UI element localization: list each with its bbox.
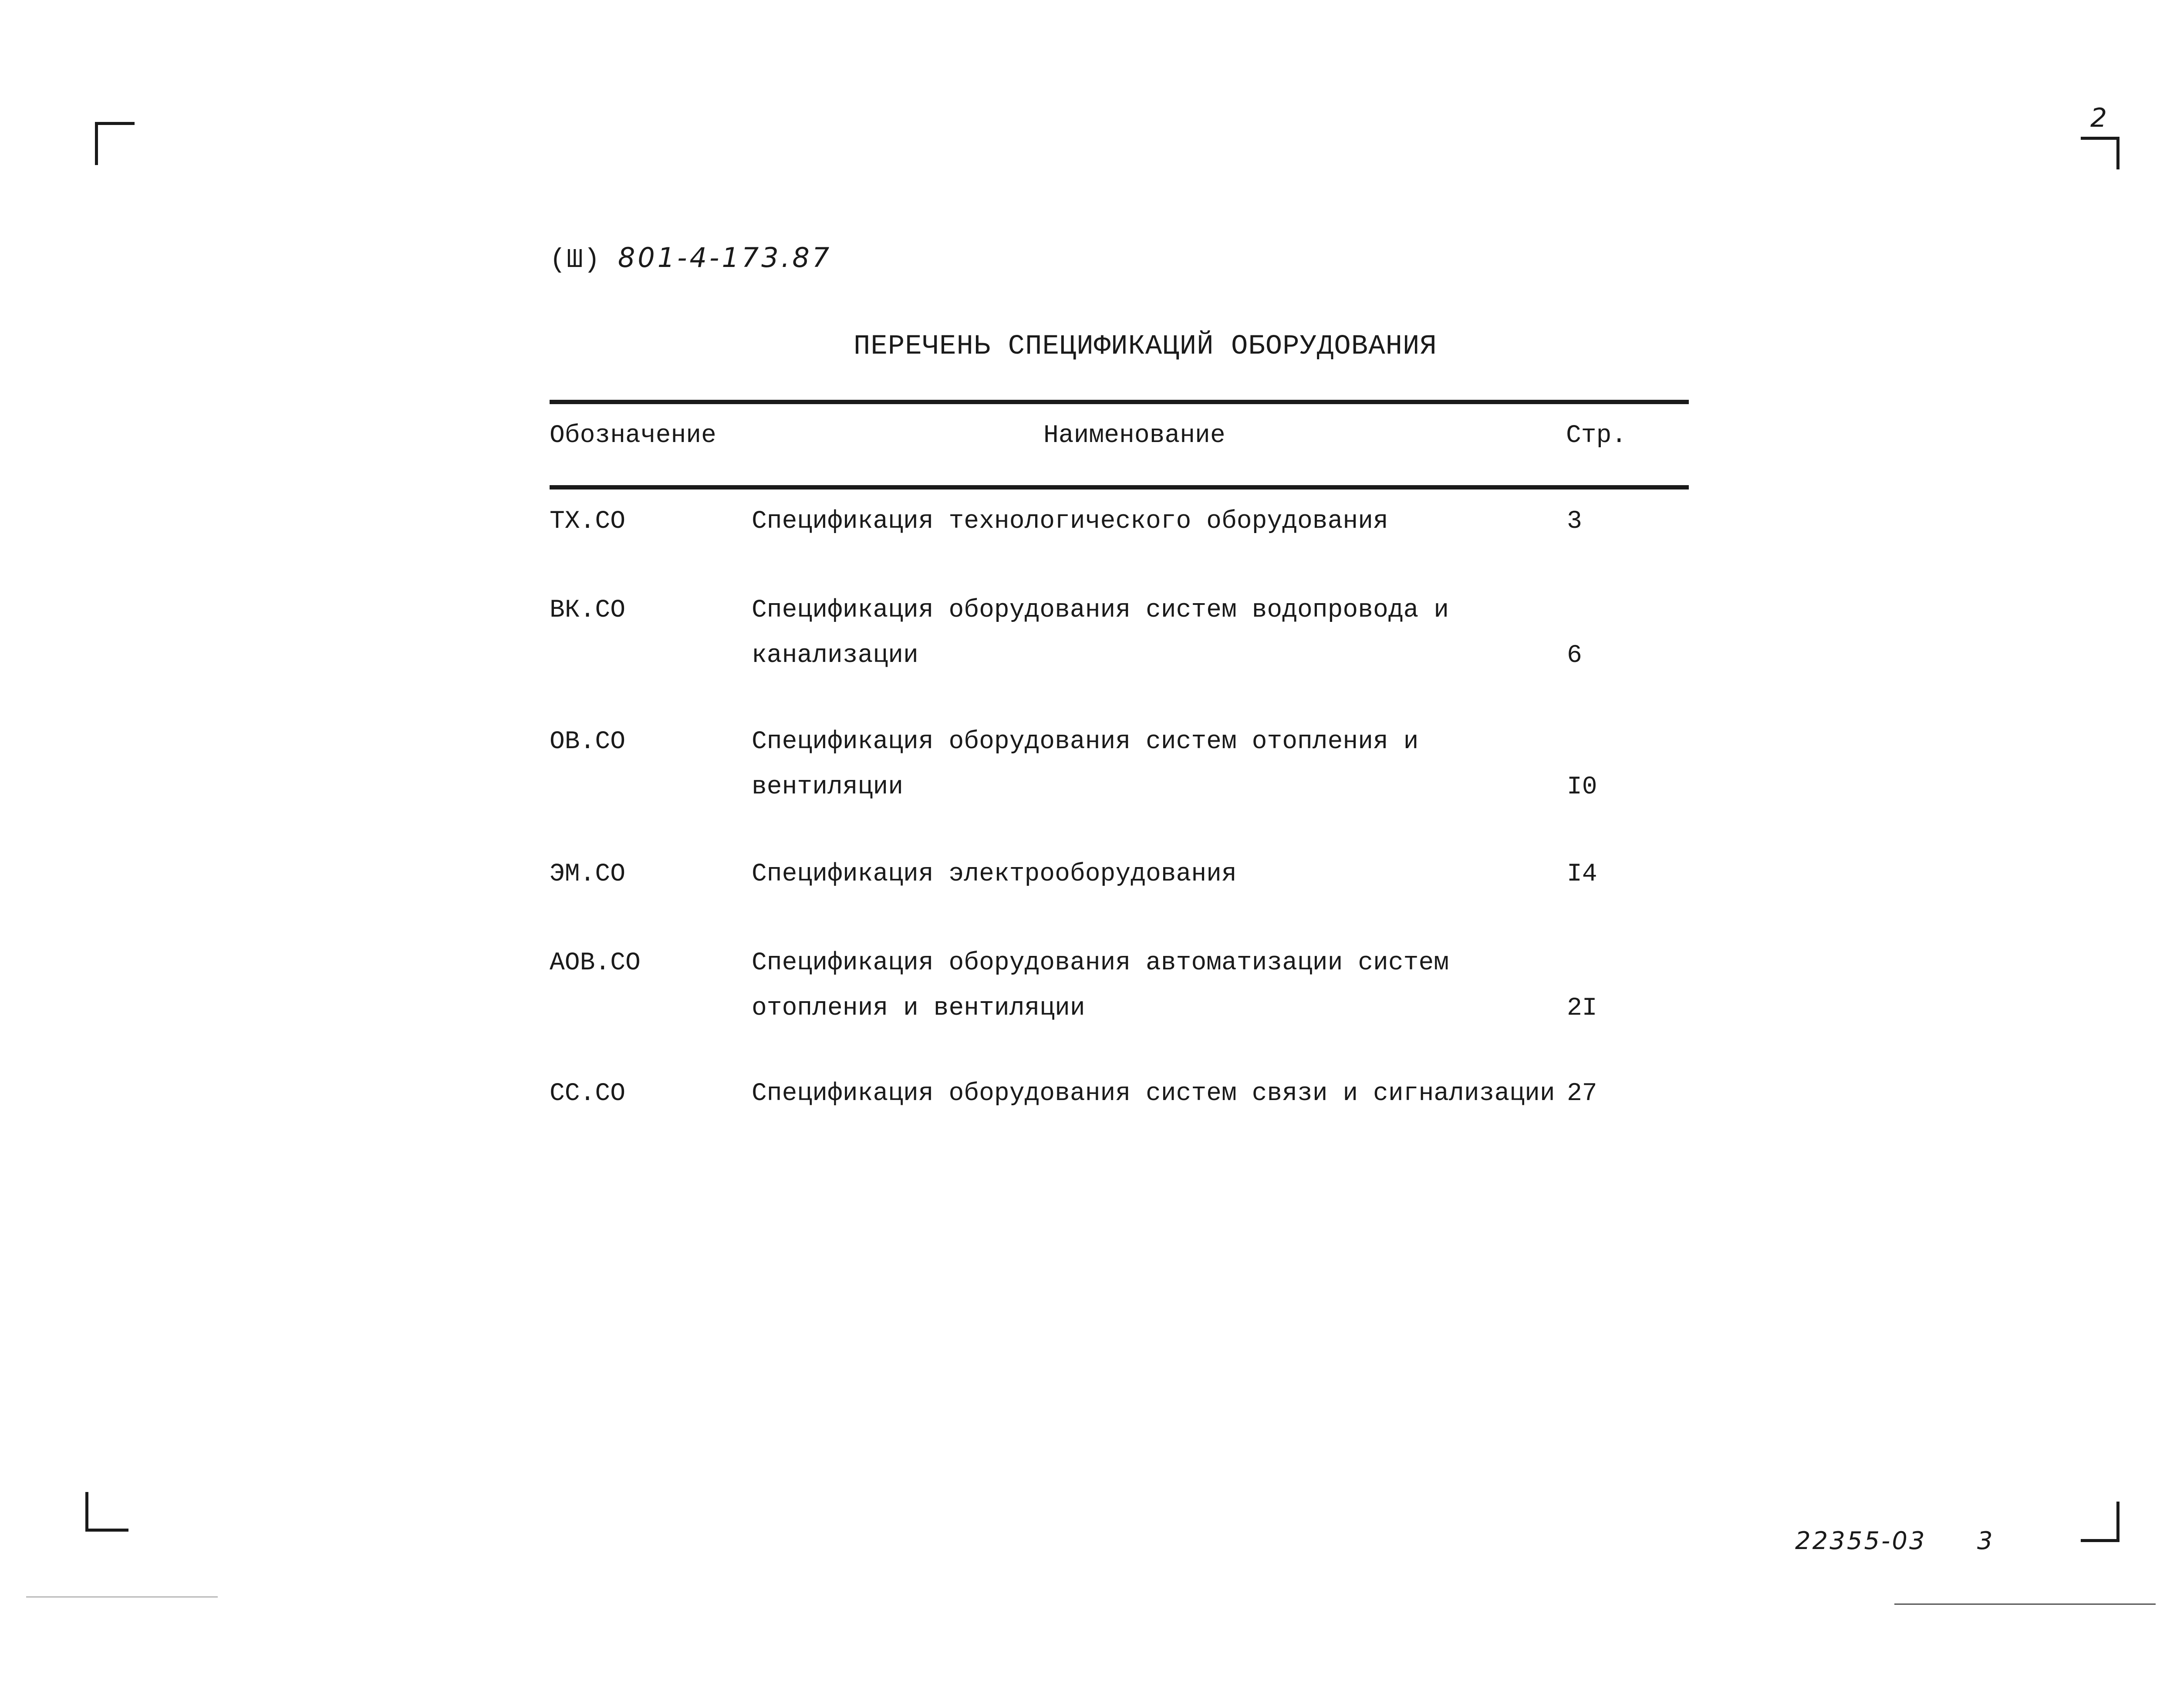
row-name-line: Спецификация оборудования автоматизации систем	[752, 949, 1449, 977]
row-page: 6	[1567, 641, 1582, 670]
frame-corner-top-left	[95, 122, 135, 165]
row-name	[752, 1071, 1605, 1117]
row-name-line: Спецификация электрооборудования	[752, 860, 1237, 888]
frame-corner-top-right	[2081, 137, 2120, 169]
row-code: ОВ.СО	[550, 728, 626, 756]
sheet-number: 2	[2090, 103, 2107, 133]
row-name	[752, 852, 1605, 897]
scan-artifact-line	[1894, 1603, 2156, 1605]
document-code-number: 801-4-173.87	[618, 242, 832, 273]
column-header-code: Обозначение	[550, 422, 716, 450]
row-page: 2I	[1567, 994, 1597, 1023]
row-name-line: Спецификация оборудования систем отопления и	[752, 728, 1419, 756]
footer-page-number: 3	[1977, 1527, 1993, 1555]
row-name	[752, 719, 1605, 810]
row-code: СС.СО	[550, 1080, 626, 1108]
row-name-line: отопления и вентиляции	[752, 994, 1085, 1023]
row-name-line: Спецификация технологического оборудования	[752, 507, 1388, 536]
row-name	[752, 499, 1605, 544]
row-name-line: вентиляции	[752, 773, 904, 801]
frame-corner-bottom-right	[2081, 1502, 2120, 1542]
row-name	[752, 941, 1605, 1031]
row-page: I4	[1567, 860, 1597, 888]
archive-stamp: 22355-03	[1795, 1527, 1927, 1555]
row-code: ВК.СО	[550, 596, 626, 624]
row-code: ТХ.СО	[550, 507, 626, 536]
table-header-rule	[550, 485, 1689, 489]
row-page: 3	[1567, 507, 1582, 536]
row-page: 27	[1567, 1080, 1597, 1108]
row-name-line: Спецификация оборудования систем водопровода и	[752, 596, 1449, 624]
table-top-rule	[550, 400, 1689, 404]
row-name-line: Спецификация оборудования систем связи и сигнализации	[752, 1080, 1555, 1108]
frame-corner-bottom-left	[85, 1492, 128, 1532]
column-header-name: Наименование	[1043, 422, 1225, 450]
row-code: ЭМ.СО	[550, 860, 626, 888]
row-page: I0	[1567, 773, 1597, 801]
row-name	[752, 588, 1605, 678]
document-code	[550, 242, 832, 275]
row-name-line: канализации	[752, 641, 918, 670]
column-header-page: Стр.	[1566, 422, 1627, 450]
page-title: ПЕРЕЧЕНЬ СПЕЦИФИКАЦИЙ ОБОРУДОВАНИЯ	[854, 331, 1437, 362]
document-code-prefix: (Ш)	[550, 244, 601, 275]
row-code: АОВ.СО	[550, 949, 641, 977]
